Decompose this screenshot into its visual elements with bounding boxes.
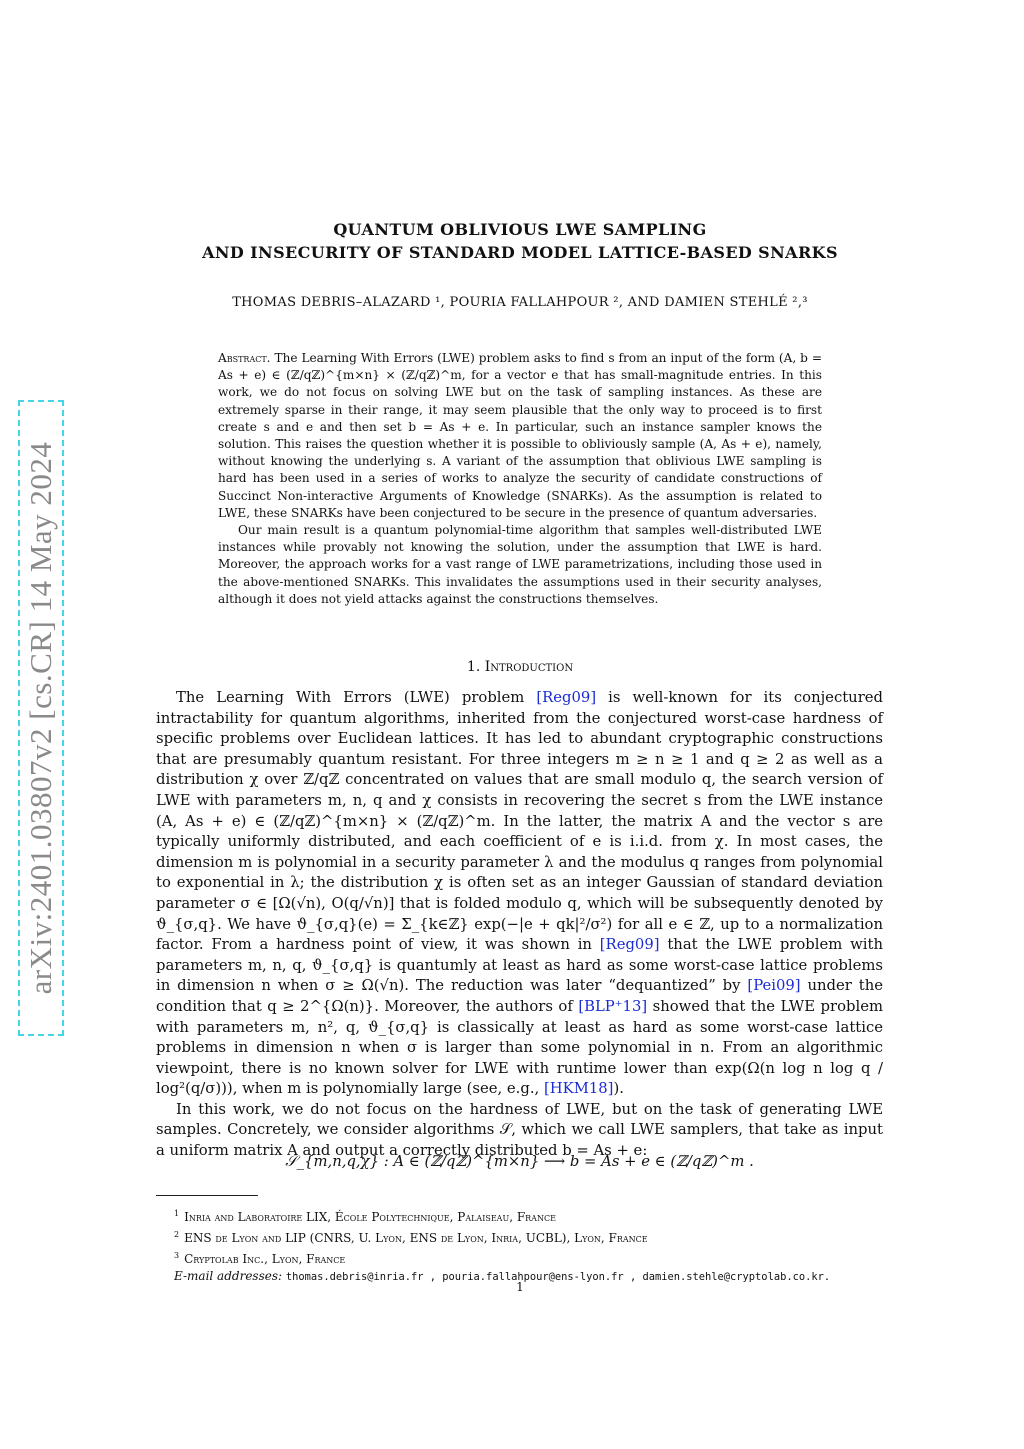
abstract — [218, 350, 822, 608]
abstract-paragraph-1: The Learning With Errors (LWE) problem asks to find s from an input of the form (A, b = As + e) ∈ (ℤ/qℤ)^{m×n} × (ℤ/qℤ)^m, for a vector e that has small-magnitude entries. In this work, we do not focus on solving LWE but on the task of sampling instances. As these are extremely sparse in their range, it may seem plausible that the only way to proceed is to first create s and e and then set b = As + e. In particular, such an instance sampler knows the solution. This raises the question whether it is possible to obliviously sample (A, As + e), namely, without knowing the underlying s. A variant of the assumption that oblivious LWE sampling is hard has been used in a series of works to analyze the security of candidate constructions of Succinct Non-interactive Arguments of Knowledge (SNARKs). As the assumption is related to LWE, these SNARKs have been conjectured to be secure in the presence of quantum adversaries. — [218, 351, 822, 520]
citation-link-hkm18[interactable]: [HKM18] — [543, 1080, 614, 1098]
title-line-2: AND INSECURITY OF STANDARD MODEL LATTICE-BASED SNARKS — [202, 243, 838, 262]
citation-link-reg09[interactable]: [Reg09] — [536, 689, 597, 706]
intro-paragraph-2: In this work, we do not focus on the hardness of LWE, but on the task of generating LWE samples. Concretely, we consider algorithms 𝒮, which we call LWE samplers, that take as input a uniform matrix A and output a correctly distributed b = As + e: — [156, 1100, 883, 1160]
citation-link-blp13[interactable]: [BLP⁺13] — [578, 997, 648, 1015]
abstract-paragraph-2: Our main result is a quantum polynomial-time algorithm that samples well-distributed LWE instances while provably not knowing the solution, under the assumption that LWE is hard. Moreover, the approach works for a vast range of LWE parametrizations, including those used in the above-mentioned SNARKs. This invalidates the assumptions used in their security analyses, although it does not yield attacks against the constructions themselves. — [218, 523, 822, 606]
footnote-rule — [156, 1195, 258, 1196]
page-number: 1 — [516, 1280, 524, 1294]
footnote-3: Cryptolab Inc., Lyon, France — [184, 1252, 346, 1266]
abstract-label: Abstract. — [218, 351, 271, 365]
paper-title — [150, 218, 890, 264]
footnote-2: ENS de Lyon and LIP (CNRS, U. Lyon, ENS de Lyon, Inria, UCBL), Lyon, France — [184, 1231, 648, 1245]
display-equation: 𝒮_{m,n,q,χ} : A ∈ (ℤ/qℤ)^{m×n} ⟶ b = As + e ∈ (ℤ/qℤ)^m . — [285, 1153, 754, 1170]
section-heading: 1. Introduction — [466, 659, 574, 675]
body-text — [156, 688, 883, 1162]
arxiv-identifier: arXiv:2401.03807v2 [cs.CR] 14 May 2024 — [23, 441, 58, 995]
citation-link-reg09-2[interactable]: [Reg09] — [599, 936, 660, 954]
arxiv-stamp — [18, 400, 64, 1036]
email-addresses: thomas.debris@inria.fr , pouria.fallahpour@ens-lyon.fr , damien.stehle@cryptolab.co.kr. — [285, 1271, 831, 1283]
author-list: THOMAS DEBRIS–ALAZARD ¹, POURIA FALLAHPOUR ², AND DAMIEN STEHLÉ ²,³ — [232, 295, 808, 310]
email-label: E-mail addresses: — [174, 1269, 283, 1283]
citation-link-pei09[interactable]: [Pei09] — [747, 977, 801, 995]
title-line-1: QUANTUM OBLIVIOUS LWE SAMPLING — [333, 220, 707, 239]
footnote-1: Inria and Laboratoire LIX, École Polytechnique, Palaiseau, France — [184, 1210, 556, 1224]
intro-paragraph-1: The Learning With Errors (LWE) problem [Reg09] is well-known for its conjectured intractability for quantum algorithms, inherited from the conjectured worst-case hardness of specific problems over Euclidean lattices. It has led to abundant cryptographic constructions that are presumably quantum resistant. For three integers m ≥ n ≥ 1 and q ≥ 2 as well as a distribution χ over ℤ/qℤ concentrated on values that are small modulo q, the search version of LWE with parameters m, n, q and χ consists in recovering the secret s from the LWE instance (A, As + e) ∈ (ℤ/qℤ)^{m×n} × (ℤ/qℤ)^m. In the latter, the matrix A and the vector s are typically uniformly distributed, and each coefficient of e is i.i.d. from χ. In most cases, the dimension m is polynomial in a security parameter λ and the modulus q ranges from polynomial to exponential in λ; the distribution χ is often set as an integer Gaussian of standard deviation parameter σ ∈ [Ω(√n), O(q/√n)] that is folded modulo q, which will be subsequently denoted by ϑ_{σ,q}. We have ϑ_{σ,q}(e) = Σ_{k∈ℤ} exp(−|e + qk|²/σ²) for all e ∈ ℤ, up to a normalization factor. From a hardness point of view, it was shown in [Reg09] that the LWE problem with parameters m, n, q, ϑ_{σ,q} is quantumly at least as hard as some worst-case lattice problems in dimension n when σ ≥ Ω(√n). The reduction was later “dequantized” by [Pei09] under the condition that q ≥ 2^{Ω(n)}. Moreover, the authors of [BLP⁺13] showed that the LWE problem with parameters m, n², q, ϑ_{σ,q} is classically at least as hard as some worst-case lattice problems in dimension n when σ is larger than some polynomial in n. From an algorithmic viewpoint, there is no known solver for LWE with runtime lower than exp(Ω(n log n log q / log²(q/σ))), when m is polynomially large (see, e.g., [HKM18]). — [156, 689, 884, 1098]
footnotes: $^1$ Inria and Laboratoire LIX, École Polytechnique, Palaiseau, France $^2$ ENS de Lyon and LIP (CNRS, U. Lyon, ENS de Lyon, Inria, UCBL), Lyon, France $^3$ Cryptolab Inc., Lyon, France E-mail addresses: thomas.debris@inria.fr , pouria.fallahpour@ens-lyon.fr , damien.stehle@cryptolab.co.kr. — [174, 1209, 831, 1283]
